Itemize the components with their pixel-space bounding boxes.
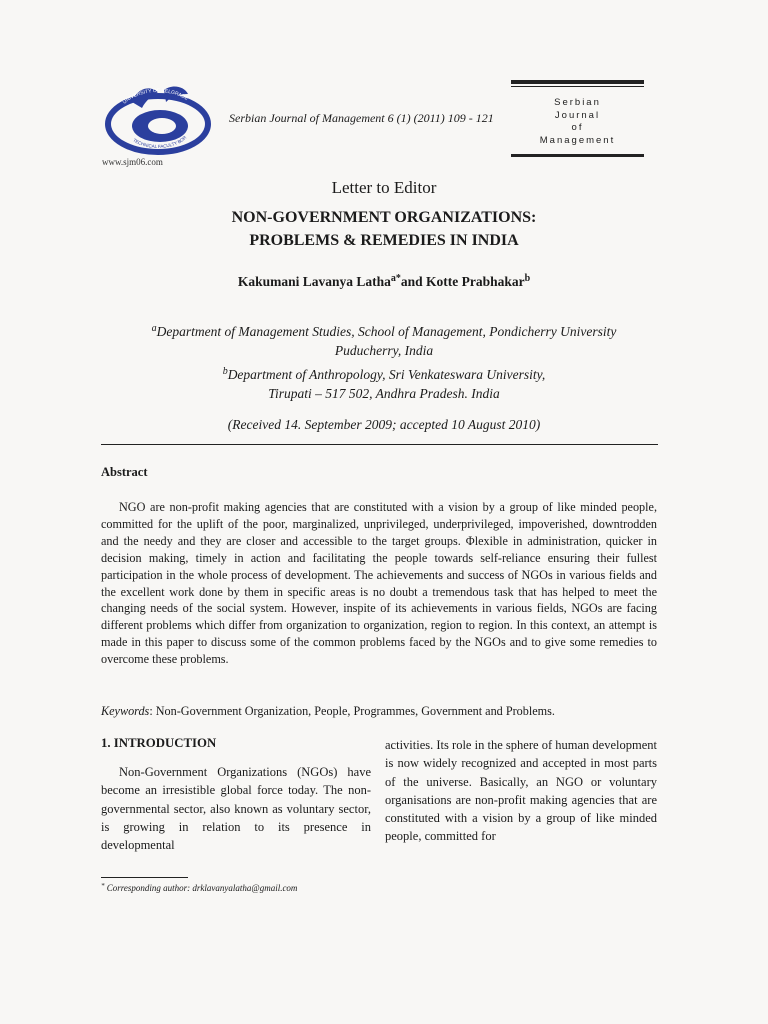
affil-line: Department of Anthropology, Sri Venkateswara University, xyxy=(227,367,546,382)
journal-logo-graphic xyxy=(102,82,214,156)
author-joiner: and Kotte Prabhakar xyxy=(400,274,525,289)
right-column xyxy=(385,736,657,846)
keywords-label: Keywords xyxy=(101,704,150,718)
affiliation-b xyxy=(0,362,768,403)
brand-line: Management xyxy=(539,134,616,146)
affil-line: Tirupati – 517 502, Andhra Pradesh. India xyxy=(268,386,500,401)
affil-mark: a xyxy=(151,323,157,334)
footnote-rule xyxy=(101,877,188,878)
introduction-heading: 1. INTRODUCTION xyxy=(101,736,217,750)
brand-name xyxy=(511,97,644,147)
brand-rule-bottom xyxy=(511,154,644,157)
journal-website[interactable]: www.sjm06.com xyxy=(102,157,163,167)
authors xyxy=(0,273,768,290)
journal-brand-block xyxy=(511,80,644,157)
brand-line: Journal xyxy=(554,109,601,121)
author-mark: a* xyxy=(390,273,401,284)
abstract-text: NGO are non-profit making agencies that are constituted with a vision by a group of like minded people, committed for the uplift of the poor, marginalized, unprivileged, underprivileged, impoverished, downtrodden and the needy and they are closer and accessible to the target groups. Φlexible in administration, quicker in decision making, timely in action and facilitating the people towards self-reliance ensuring their fullest participation in the whole process of development. The achievements and success of NGOs in various fields and the excellent work done by them in specific areas is no doubt a tremendous task that has helped to meet the changing needs of the social system. However, inspite of its achievements in various fields, NGOs are facing different problems which differ from organization to organization, region to region. In this context, an attempt is made in this paper to discuss some of the common problems faced by the NGOs and to give some remedies to overcome these problems. xyxy=(101,500,657,667)
author-mark: b xyxy=(524,273,531,284)
article-title xyxy=(0,206,768,252)
received-dates: (Received 14. September 2009; accepted 10 August 2010) xyxy=(227,417,541,432)
brand-rule-top xyxy=(511,80,644,84)
keywords xyxy=(101,704,661,719)
body-paragraph: Non-Government Organizations (NGOs) have become an irresistible global force today. The non-governmental sector, also known as voluntary sector, is growing in relation to its presence in developmental xyxy=(101,765,371,853)
affil-line: Puducherry, India xyxy=(334,343,434,358)
author-name: Kakumani Lavanya Latha xyxy=(237,274,391,289)
title-line: PROBLEMS & REMEDIES IN INDIA xyxy=(249,232,519,249)
affil-line: Department of Management Studies, School of Management, Pondicherry University xyxy=(156,324,617,339)
footnote-text: Corresponding author: drklavanyalatha@gmail.com xyxy=(104,883,298,893)
logo-top-text: UNIVERSITY OF BELGRADE xyxy=(121,87,190,106)
title-line: NON-GOVERNMENT ORGANIZATIONS: xyxy=(231,209,537,226)
journal-logo xyxy=(102,82,214,156)
section-divider xyxy=(101,444,658,445)
journal-citation: Serbian Journal of Management 6 (1) (2011) 109 - 121 xyxy=(229,111,494,125)
keywords-list: : Non-Government Organization, People, Programmes, Government and Problems. xyxy=(149,704,555,718)
brand-line: of xyxy=(571,122,584,133)
abstract-heading: Abstract xyxy=(101,465,148,479)
affil-mark: b xyxy=(222,366,228,377)
brand-line: Serbian xyxy=(554,97,601,108)
footnote-mark: * xyxy=(101,882,105,890)
left-column xyxy=(101,736,371,854)
footnote xyxy=(101,882,297,893)
article-type: Letter to Editor xyxy=(331,178,437,197)
logo-bottom-text: TECHNICAL FACULTY BOR xyxy=(132,134,188,150)
body-paragraph: activities. Its role in the sphere of human development is now widely recognized and accepted in most parts of the universe. Basically, an NGO or voluntary organisations are non-profit making agencies that are constituted with a vision by a group of like minded people, committed for xyxy=(385,738,657,844)
brand-rule-top-thin xyxy=(511,86,644,87)
affiliation-a xyxy=(0,319,768,360)
